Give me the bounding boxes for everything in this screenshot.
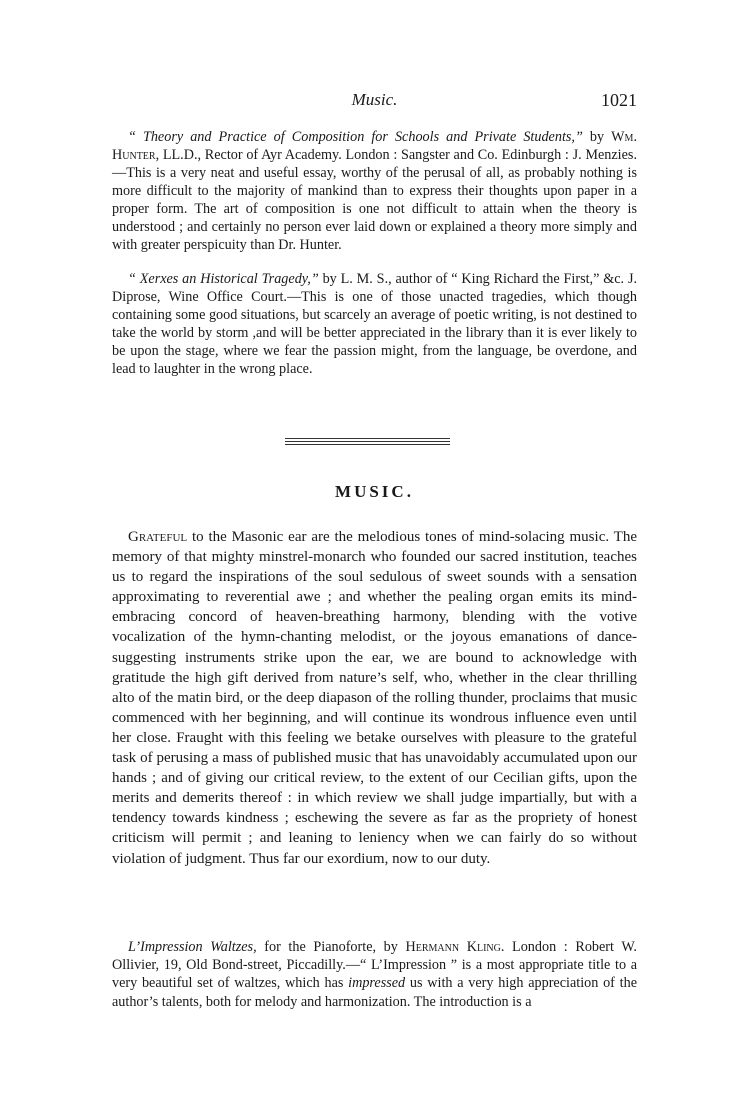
page-number: 1021	[601, 90, 637, 110]
music-paragraph	[112, 527, 637, 869]
running-head	[112, 88, 637, 112]
divider-rule	[285, 438, 450, 439]
review-xerxes	[112, 270, 637, 378]
music-article	[112, 527, 637, 869]
waltz-text: . London : Robert W. Ollivier, 19, Old Bond-street, Piccadilly.—“ L’Impression ” is a most appropriate title to a very beautiful set of waltzes, which has	[112, 939, 637, 992]
review-author: Wm. Hunter	[112, 129, 637, 163]
lead-word: Grateful	[128, 529, 188, 545]
review-body: by L. M. S., author of “ King Richard the First,” &c. J. Diprose, Wine Office Court.—This is one of those unacted tragedies, which though containing some good situations, but scarcely an average of poetic writing, is not destined to take the world by storm ,and will be better appreciated in the library than it is ever likely to be upon the stage, where we fear the passion might, from the language, be overdone, and lead to laughter in the wrong place.	[112, 271, 638, 377]
music-text: to the Masonic ear are the melodious tones of mind-solacing music. The memory of that mighty minstrel-monarch who founded our sacred institution, teaches us to regard the inspirations of the soul sedulous of sweet sounds with a sensation approximating to reverential awe ; and whether the pealing organ emits its mind-embracing concord of heaven-breathing harmony, blending with the votive vocalization of the hymn-chanting melodist, or the joyous emanations of dance-suggesting instruments strike upon the ear, we are bound to acknowledge with gratitude the high gift derived from nature’s self, who, whether in the clear thrilling alto of the matin bird, or the deep diapason of the rolling thunder, proclaims that music commenced with her beginning, and will continue its wondrous influence even until her close. Fraught with this feeling we betake ourselves with pleasure to the grateful task of perusing a mass of published music that has unavoidably accumulated upon our hands ; and of giving our critical review, to the extent of our Cecilian gifts, upon the merits and demerits thereof : in which review we shall judge impartially, but with a tendency towards kindness ; eschewing the severe as far as the propriety of honest criticism will permit ; and leaning to leniency when we can fairly do so without violation of judgment. Thus far our exordium, now to our duty.	[112, 529, 637, 867]
section-heading: MUSIC.	[335, 482, 414, 501]
waltz-emphasis: impressed	[348, 975, 406, 992]
waltz-title: L’Impression Waltzes,	[128, 939, 257, 955]
waltz-paragraph	[112, 938, 637, 1011]
divider-rule	[285, 444, 450, 445]
book-reviews	[112, 128, 637, 378]
review-by: by	[582, 129, 612, 145]
review-theory-composition	[112, 128, 637, 254]
running-title: Music.	[351, 90, 398, 109]
waltz-text: for the Pianoforte, by	[256, 939, 406, 955]
review-body: , LL.D., Rector of Ayr Academy. London : Sangster and Co. Edinburgh : J. Menzies.—This is a very neat and useful essay, worthy of the perusal of all, as probably nothing is more difficult to the majority of mankind than to express their thoughts upon paper in a proper form. The art of composition is one not difficult to attain when the theory is understood ; and certainly no person ever laid down or explained a theory more simply and with greater perspicuity than Dr. Hunter.	[112, 147, 637, 253]
waltz-text: us with a very high appreciation of the author’s talents, both for melody and harmonization. The introduction is a	[112, 975, 637, 1010]
review-title: “ Theory and Practice of Composition for Schools and Private Students,”	[128, 129, 583, 145]
waltz-review	[112, 938, 637, 1011]
section-divider	[285, 438, 450, 447]
review-title: “ Xerxes an Historical Tragedy,”	[128, 271, 319, 287]
divider-rule	[285, 441, 450, 442]
waltz-composer: Hermann Kling	[405, 939, 501, 955]
